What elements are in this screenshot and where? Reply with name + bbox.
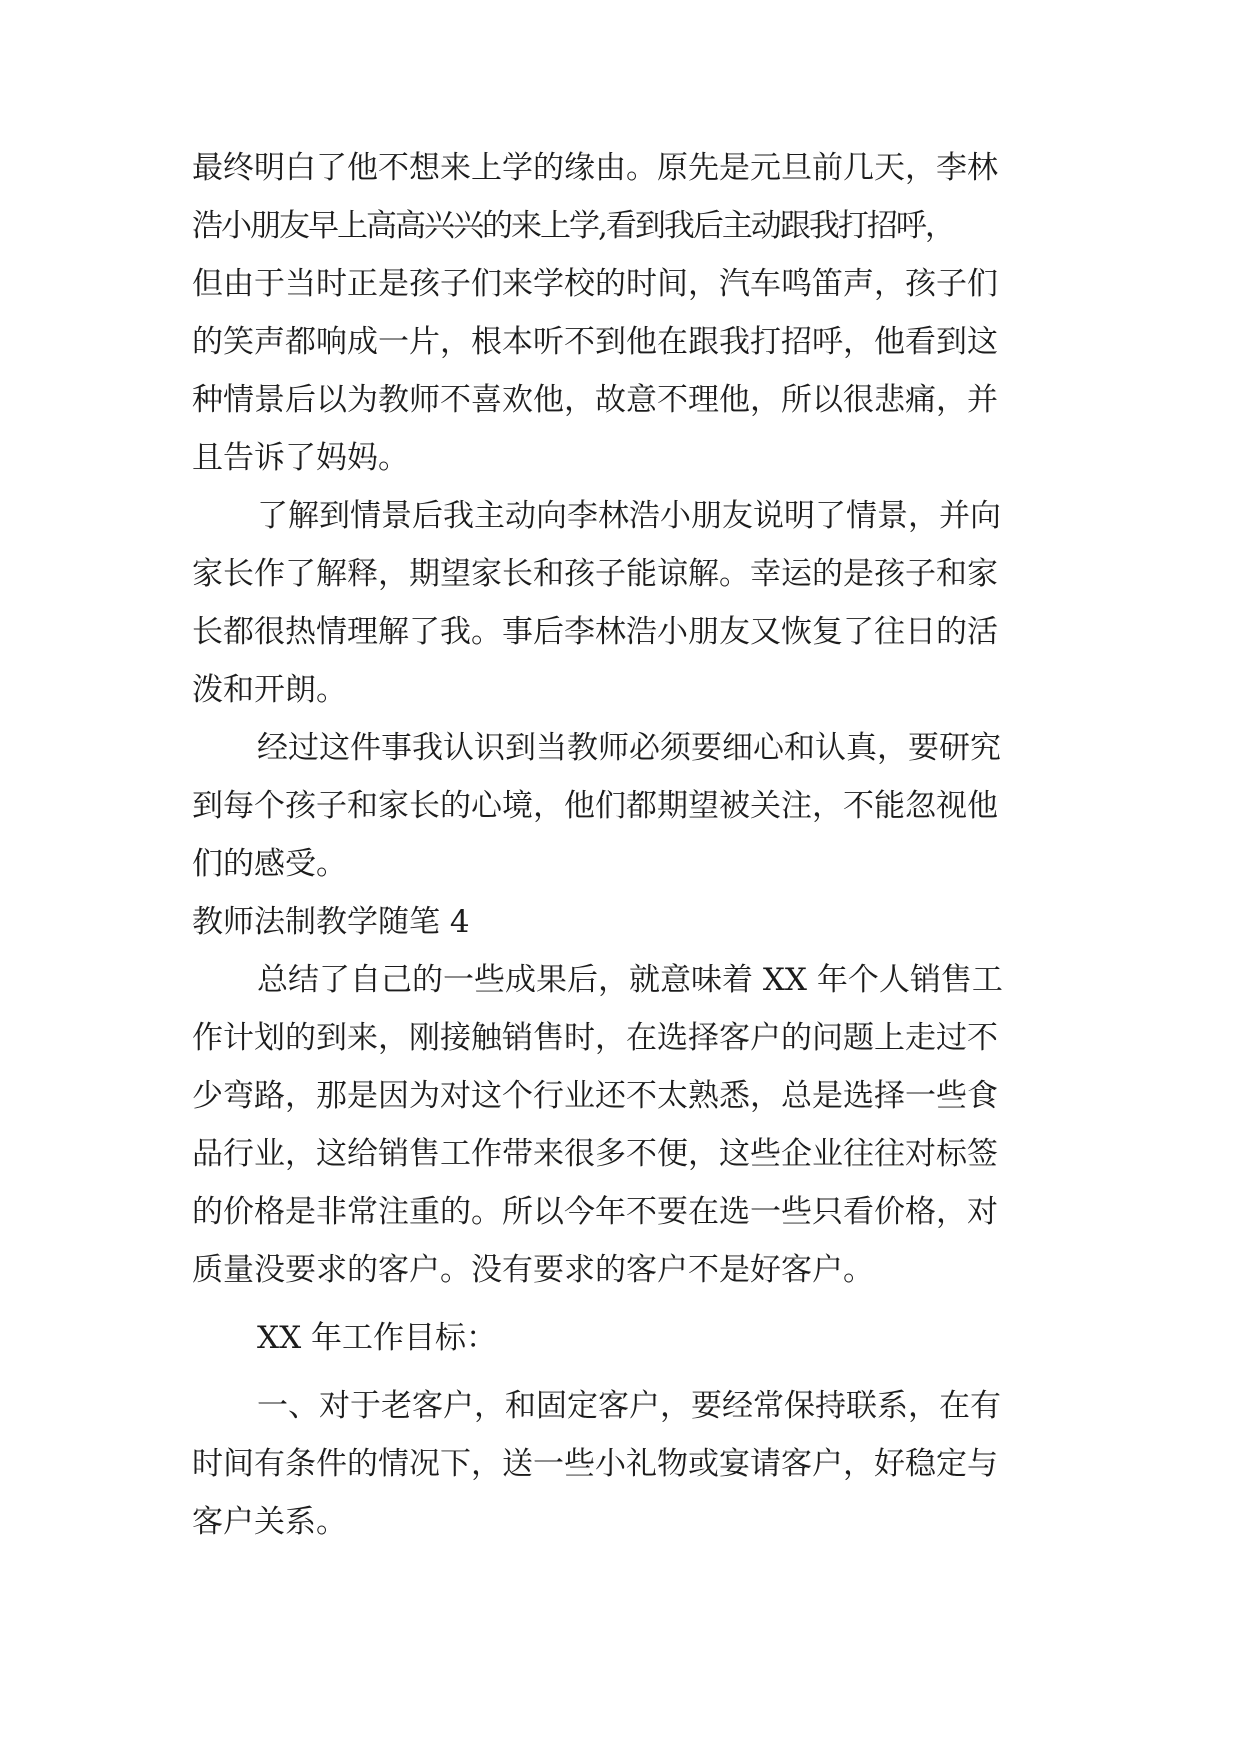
text-line: 种情景后以为教师不喜欢他，故意不理他，所以很悲痛，并 [192, 382, 998, 418]
text-line: 一、对于老客户，和固定客户，要经常保持联系，在有 [257, 1388, 1001, 1424]
text-line: 到每个孩子和家长的心境，他们都期望被关注，不能忽视他 [192, 788, 998, 824]
text-line: 最终明白了他不想来上学的缘由。原先是元旦前几天，李林 [192, 150, 998, 186]
text-line: 但由于当时正是孩子们来学校的时间，汽车鸣笛声，孩子们 [192, 266, 998, 302]
text-line: 质量没要求的客户。没有要求的客户不是好客户。 [192, 1252, 874, 1288]
text-line: 客户关系。 [192, 1504, 347, 1540]
text-line: 们的感受。 [192, 846, 347, 882]
text-line: 泼和开朗。 [192, 672, 347, 708]
text-line: 且告诉了妈妈。 [192, 440, 409, 476]
text-line: 作计划的到来，刚接触销售时，在选择客户的问题上走过不 [192, 1020, 998, 1056]
text-line: 时间有条件的情况下，送一些小礼物或宴请客户，好稳定与 [192, 1446, 998, 1482]
text-line: 的价格是非常注重的。所以今年不要在选一些只看价格，对 [192, 1194, 998, 1230]
text-line: 品行业，这给销售工作带来很多不便，这些企业往往对标签 [192, 1136, 998, 1172]
text-line: 家长作了解释，期望家长和孩子能谅解。幸运的是孩子和家 [192, 556, 998, 592]
text-line: 长都很热情理解了我。事后李林浩小朋友又恢复了往日的活 [192, 614, 998, 650]
section-heading: 教师法制教学随笔 4 [192, 904, 470, 940]
text-line: 了解到情景后我主动向李林浩小朋友说明了情景，并向 [257, 498, 1001, 534]
text-line: 总结了自己的一些成果后，就意味着 XX 年个人销售工 [257, 962, 1003, 998]
text-line: 的笑声都响成一片，根本听不到他在跟我打招呼，他看到这 [192, 324, 998, 360]
text-line: 经过这件事我认识到当教师必须要细心和认真，要研究 [257, 730, 1001, 766]
text-line: XX 年工作目标： [257, 1320, 497, 1356]
text-line: 浩小朋友早上高高兴兴的来上学,看到我后主动跟我打招呼， [192, 208, 954, 244]
text-line: 少弯路，那是因为对这个行业还不太熟悉，总是选择一些食 [192, 1078, 998, 1114]
